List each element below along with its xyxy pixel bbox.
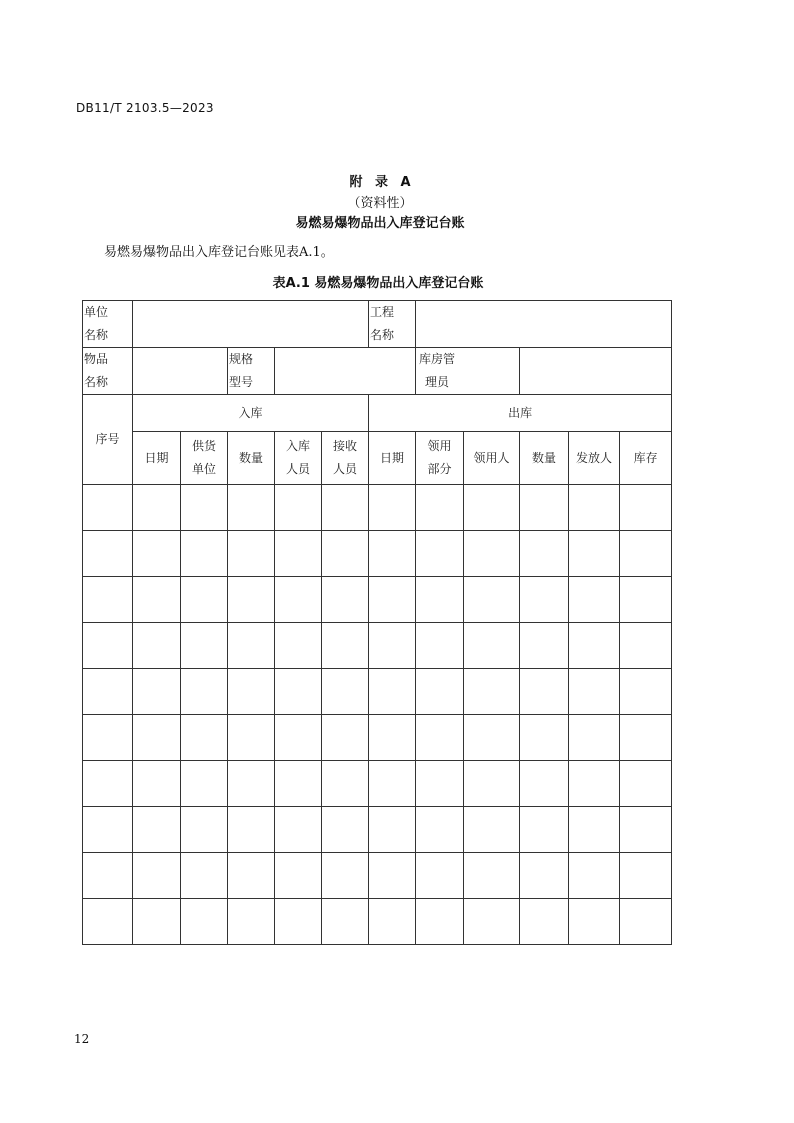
outbound-col-issuer: 发放人 [569,432,620,485]
table-cell[interactable] [83,669,133,715]
table-cell[interactable] [322,899,369,945]
table-cell[interactable] [464,807,520,853]
table-cell[interactable] [83,485,133,531]
annex-title: 易燃易爆物品出入库登记台账 [295,216,465,231]
unit-name-label: 单位名称 [83,301,133,348]
table-cell[interactable] [83,623,133,669]
table-cell[interactable] [228,485,275,531]
table-cell[interactable] [133,853,181,899]
table-cell[interactable] [416,623,464,669]
table-cell[interactable] [322,807,369,853]
table-cell[interactable] [133,899,181,945]
project-name-label: 工程名称 [369,301,416,348]
outbound-col-date: 日期 [369,432,416,485]
ledger-table [82,300,672,945]
table-cell[interactable] [464,761,520,807]
table-cell[interactable] [416,669,464,715]
table-caption: 表A.1 易燃易爆物品出入库登记台账 [272,276,484,291]
table-cell[interactable] [275,807,322,853]
table-cell[interactable] [464,899,520,945]
outbound-col-department: 领用部分 [416,432,464,485]
table-cell[interactable] [369,669,416,715]
table-cell[interactable] [322,715,369,761]
warehouse-manager-label: 库房管理员 [416,348,520,395]
table-cell[interactable] [520,623,569,669]
table-cell[interactable] [83,531,133,577]
table-cell[interactable] [83,853,133,899]
table-cell[interactable] [275,623,322,669]
table-cell[interactable] [416,853,464,899]
table-cell[interactable] [416,715,464,761]
table-cell[interactable] [322,853,369,899]
table-cell[interactable] [620,623,672,669]
table-cell[interactable] [228,623,275,669]
inbound-col-quantity: 数量 [228,432,275,485]
table-row [83,853,672,899]
table-cell[interactable] [228,899,275,945]
table-cell[interactable] [416,531,464,577]
table-cell[interactable] [569,853,620,899]
warehouse-manager-value[interactable] [520,348,672,395]
table-cell[interactable] [228,715,275,761]
outbound-col-stock: 库存 [620,432,672,485]
table-cell[interactable] [569,669,620,715]
inbound-header: 入库 [133,395,369,432]
table-cell[interactable] [369,715,416,761]
table-cell[interactable] [228,531,275,577]
table-cell[interactable] [369,761,416,807]
table-cell[interactable] [275,715,322,761]
table-cell[interactable] [275,669,322,715]
table-cell[interactable] [416,485,464,531]
unit-name-value[interactable] [133,301,369,348]
table-row [83,899,672,945]
table-cell[interactable] [181,669,228,715]
table-cell[interactable] [416,761,464,807]
table-cell[interactable] [620,577,672,623]
table-cell[interactable] [369,623,416,669]
table-cell[interactable] [464,623,520,669]
table-cell[interactable] [369,531,416,577]
table-cell[interactable] [569,807,620,853]
table-cell[interactable] [620,669,672,715]
table-cell[interactable] [322,761,369,807]
table-cell[interactable] [416,807,464,853]
table-cell[interactable] [322,577,369,623]
annex-label: 附 录 A [349,175,411,190]
table-cell[interactable] [520,899,569,945]
table-cell[interactable] [569,485,620,531]
table-cell[interactable] [322,669,369,715]
table-cell[interactable] [620,485,672,531]
table-cell[interactable] [569,577,620,623]
table-cell[interactable] [520,715,569,761]
table-cell[interactable] [181,761,228,807]
table-cell[interactable] [181,623,228,669]
table-cell[interactable] [620,899,672,945]
table-cell[interactable] [520,853,569,899]
table-cell[interactable] [83,807,133,853]
outbound-col-quantity: 数量 [520,432,569,485]
table-cell[interactable] [83,761,133,807]
table-cell[interactable] [181,715,228,761]
outbound-col-recipient: 领用人 [464,432,520,485]
inbound-col-supplier: 供货单位 [181,432,228,485]
table-cell[interactable] [520,761,569,807]
table-cell[interactable] [181,485,228,531]
table-cell[interactable] [520,577,569,623]
ledger-body [83,485,672,945]
table-cell[interactable] [275,485,322,531]
table-cell[interactable] [464,715,520,761]
table-cell[interactable] [464,531,520,577]
document-code: DB11/T 2103.5—2023 [76,101,214,115]
table-cell[interactable] [369,485,416,531]
table-cell[interactable] [181,531,228,577]
table-cell[interactable] [322,485,369,531]
table-cell[interactable] [133,807,181,853]
table-cell[interactable] [569,761,620,807]
table-row [83,531,672,577]
table-cell[interactable] [275,531,322,577]
page-number: 12 [74,1032,90,1046]
table-cell[interactable] [520,531,569,577]
table-cell[interactable] [520,807,569,853]
inbound-col-date: 日期 [133,432,181,485]
item-name-label: 物品名称 [83,348,133,395]
table-cell[interactable] [275,577,322,623]
table-cell[interactable] [620,853,672,899]
table-row [83,807,672,853]
table-row [83,761,672,807]
table-cell[interactable] [133,531,181,577]
table-cell[interactable] [464,669,520,715]
table-cell[interactable] [181,577,228,623]
table-cell[interactable] [228,761,275,807]
table-cell[interactable] [620,761,672,807]
table-cell[interactable] [620,807,672,853]
inbound-col-accepting-staff: 接收人员 [322,432,369,485]
table-cell[interactable] [569,899,620,945]
table-cell[interactable] [133,761,181,807]
table-cell[interactable] [620,715,672,761]
table-cell[interactable] [520,485,569,531]
annex-nature: （资料性） [347,196,413,211]
table-cell[interactable] [133,623,181,669]
table-cell[interactable] [133,577,181,623]
table-row [83,485,672,531]
project-name-value[interactable] [416,301,672,348]
table-cell[interactable] [275,761,322,807]
table-cell[interactable] [181,807,228,853]
table-cell[interactable] [569,531,620,577]
table-cell[interactable] [569,623,620,669]
table-cell[interactable] [416,577,464,623]
table-row [83,577,672,623]
table-cell[interactable] [322,623,369,669]
table-row [83,669,672,715]
seq-no-header: 序号 [83,395,133,485]
table-cell[interactable] [416,899,464,945]
inbound-col-receiver-staff: 入库人员 [275,432,322,485]
table-cell[interactable] [181,899,228,945]
table-cell[interactable] [228,577,275,623]
table-cell[interactable] [228,853,275,899]
table-cell[interactable] [464,577,520,623]
table-cell[interactable] [228,807,275,853]
table-cell[interactable] [83,577,133,623]
table-cell[interactable] [520,669,569,715]
table-cell[interactable] [464,485,520,531]
spec-model-label: 规格型号 [228,348,275,395]
table-cell[interactable] [464,853,520,899]
outbound-header: 出库 [369,395,672,432]
table-cell[interactable] [369,853,416,899]
table-cell[interactable] [133,669,181,715]
table-row [83,715,672,761]
table-cell[interactable] [569,715,620,761]
table-cell[interactable] [275,899,322,945]
table-cell[interactable] [620,531,672,577]
table-cell[interactable] [369,899,416,945]
table-cell[interactable] [322,531,369,577]
spec-model-value[interactable] [275,348,416,395]
table-cell[interactable] [369,577,416,623]
table-cell[interactable] [83,899,133,945]
intro-paragraph: 易燃易爆物品出入库登记台账见表A.1。 [104,245,334,260]
item-name-value[interactable] [133,348,228,395]
table-cell[interactable] [133,715,181,761]
table-cell[interactable] [83,715,133,761]
table-cell[interactable] [228,669,275,715]
table-cell[interactable] [275,853,322,899]
table-row [83,623,672,669]
table-cell[interactable] [181,853,228,899]
table-cell[interactable] [369,807,416,853]
table-cell[interactable] [133,485,181,531]
